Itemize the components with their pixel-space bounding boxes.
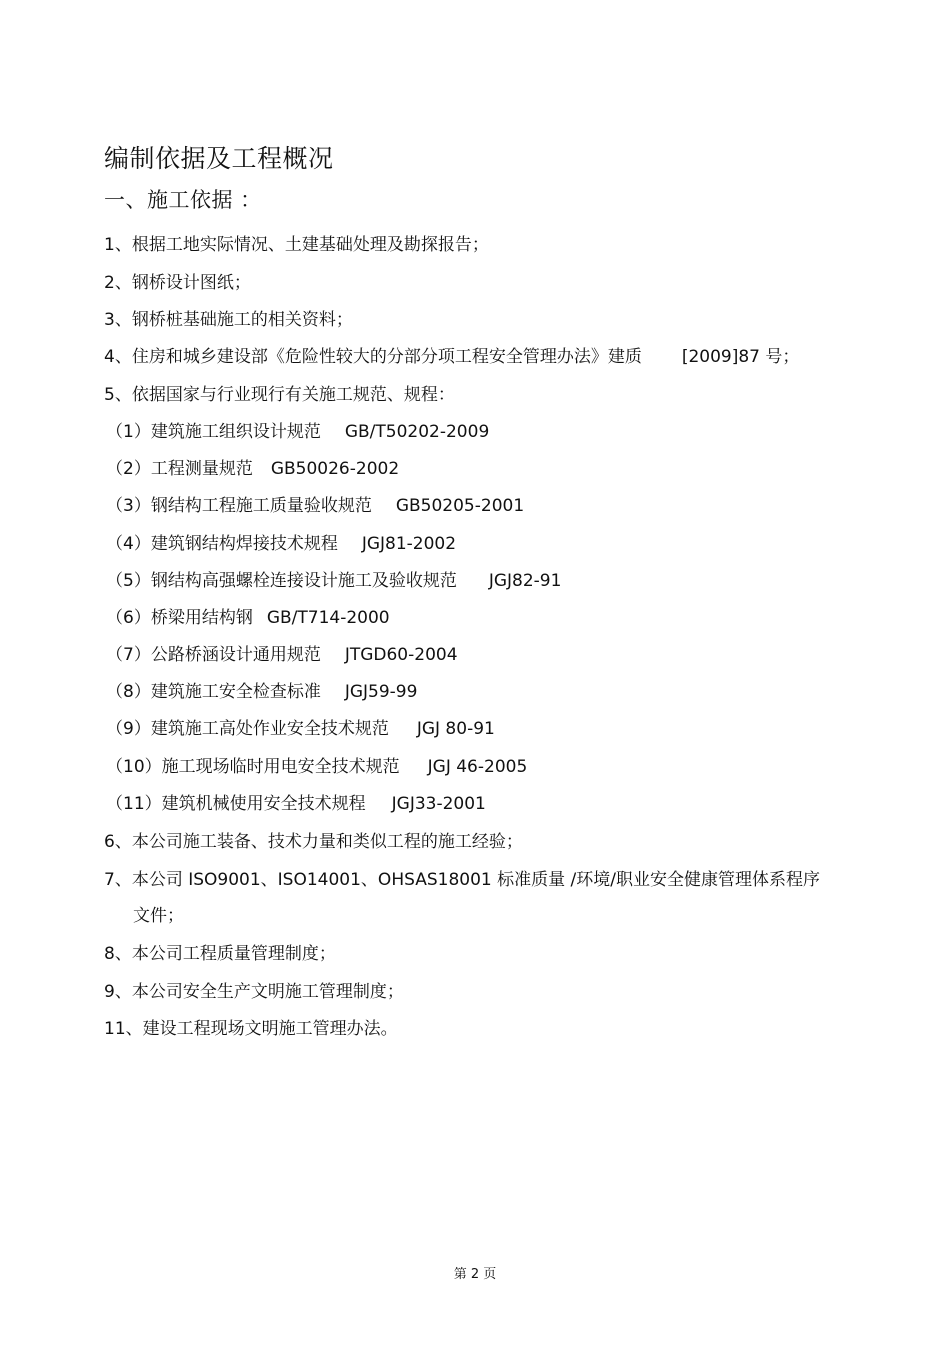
basis-item-6 [104, 830, 523, 854]
standard-name: （11）建筑机械使用安全技术规程 [106, 794, 366, 814]
standard-code: GB/T714-2000 [266, 608, 390, 628]
basis-item-8 [104, 942, 336, 966]
item-code: [2009]87 号； [681, 347, 800, 367]
standard-item-11 [106, 792, 486, 816]
item-text: 文件； [133, 906, 184, 926]
standard-item-9 [106, 717, 495, 741]
standard-item-8 [106, 680, 417, 704]
standard-code: GB50026-2002 [270, 459, 400, 479]
item-text: 3、钢桥桩基础施工的相关资料； [104, 310, 353, 330]
item-text: 4、住房和城乡建设部《危险性较大的分部分项工程安全管理办法》建质 [104, 347, 642, 367]
standard-name: （6）桥梁用结构钢 [106, 608, 253, 628]
standard-code: JGJ 46-2005 [427, 757, 528, 777]
basis-item-7 [104, 868, 820, 892]
standard-item-2 [106, 457, 399, 481]
standard-item-6 [106, 606, 390, 630]
standard-item-5 [106, 569, 561, 593]
standard-name: （8）建筑施工安全检查标准 [106, 682, 321, 702]
standard-item-3 [106, 494, 524, 518]
standard-code: JGJ81-2002 [361, 534, 457, 554]
page-title: 编制依据及工程概况 [104, 144, 334, 173]
standard-code: JGJ59-99 [344, 682, 418, 702]
standard-item-10 [106, 755, 527, 779]
item-text: 2、钢桥设计图纸； [104, 273, 251, 293]
standard-code: GB/T50202-2009 [344, 422, 490, 442]
standard-code: JGJ 80-91 [416, 719, 495, 739]
basis-item-1 [104, 233, 489, 257]
standard-item-4 [106, 532, 456, 556]
standard-name: （2）工程测量规范 [106, 459, 253, 479]
basis-item-7-continuation [133, 904, 184, 928]
standard-code: GB50205-2001 [395, 496, 525, 516]
standard-code: JTGD60-2004 [344, 645, 458, 665]
item-text: 7、本公司 ISO9001、ISO14001、OHSAS18001 标准质量 /环境/职业安全健康管理体系程序 [104, 870, 820, 890]
standard-item-1 [106, 420, 489, 444]
section-heading: 一、施工依据 ： [104, 188, 262, 212]
basis-item-9 [104, 980, 404, 1004]
basis-item-5 [104, 383, 455, 407]
item-text: 6、本公司施工装备、技术力量和类似工程的施工经验； [104, 832, 523, 852]
standard-item-7 [106, 643, 458, 667]
basis-item-3 [104, 308, 353, 332]
standard-name: （10）施工现场临时用电安全技术规范 [106, 757, 400, 777]
standard-name: （7）公路桥涵设计通用规范 [106, 645, 321, 665]
basis-item-11 [104, 1017, 398, 1041]
basis-item-4 [104, 345, 799, 369]
standard-name: （3）钢结构工程施工质量验收规范 [106, 496, 372, 516]
item-text: 8、本公司工程质量管理制度； [104, 944, 336, 964]
standard-name: （1）建筑施工组织设计规范 [106, 422, 321, 442]
item-text: 5、依据国家与行业现行有关施工规范、规程： [104, 385, 455, 405]
item-text: 1、根据工地实际情况、土建基础处理及勘探报告； [104, 235, 489, 255]
standard-code: JGJ82-91 [488, 571, 562, 591]
standard-code: JGJ33-2001 [391, 794, 486, 814]
basis-item-2 [104, 271, 251, 295]
standard-name: （9）建筑施工高处作业安全技术规范 [106, 719, 389, 739]
item-text: 9、本公司安全生产文明施工管理制度； [104, 982, 404, 1002]
page-number: 第 2 页 [453, 1267, 497, 1282]
standard-name: （5）钢结构高强螺栓连接设计施工及验收规范 [106, 571, 457, 591]
item-text: 11、建设工程现场文明施工管理办法。 [104, 1019, 398, 1039]
standard-name: （4）建筑钢结构焊接技术规程 [106, 534, 338, 554]
